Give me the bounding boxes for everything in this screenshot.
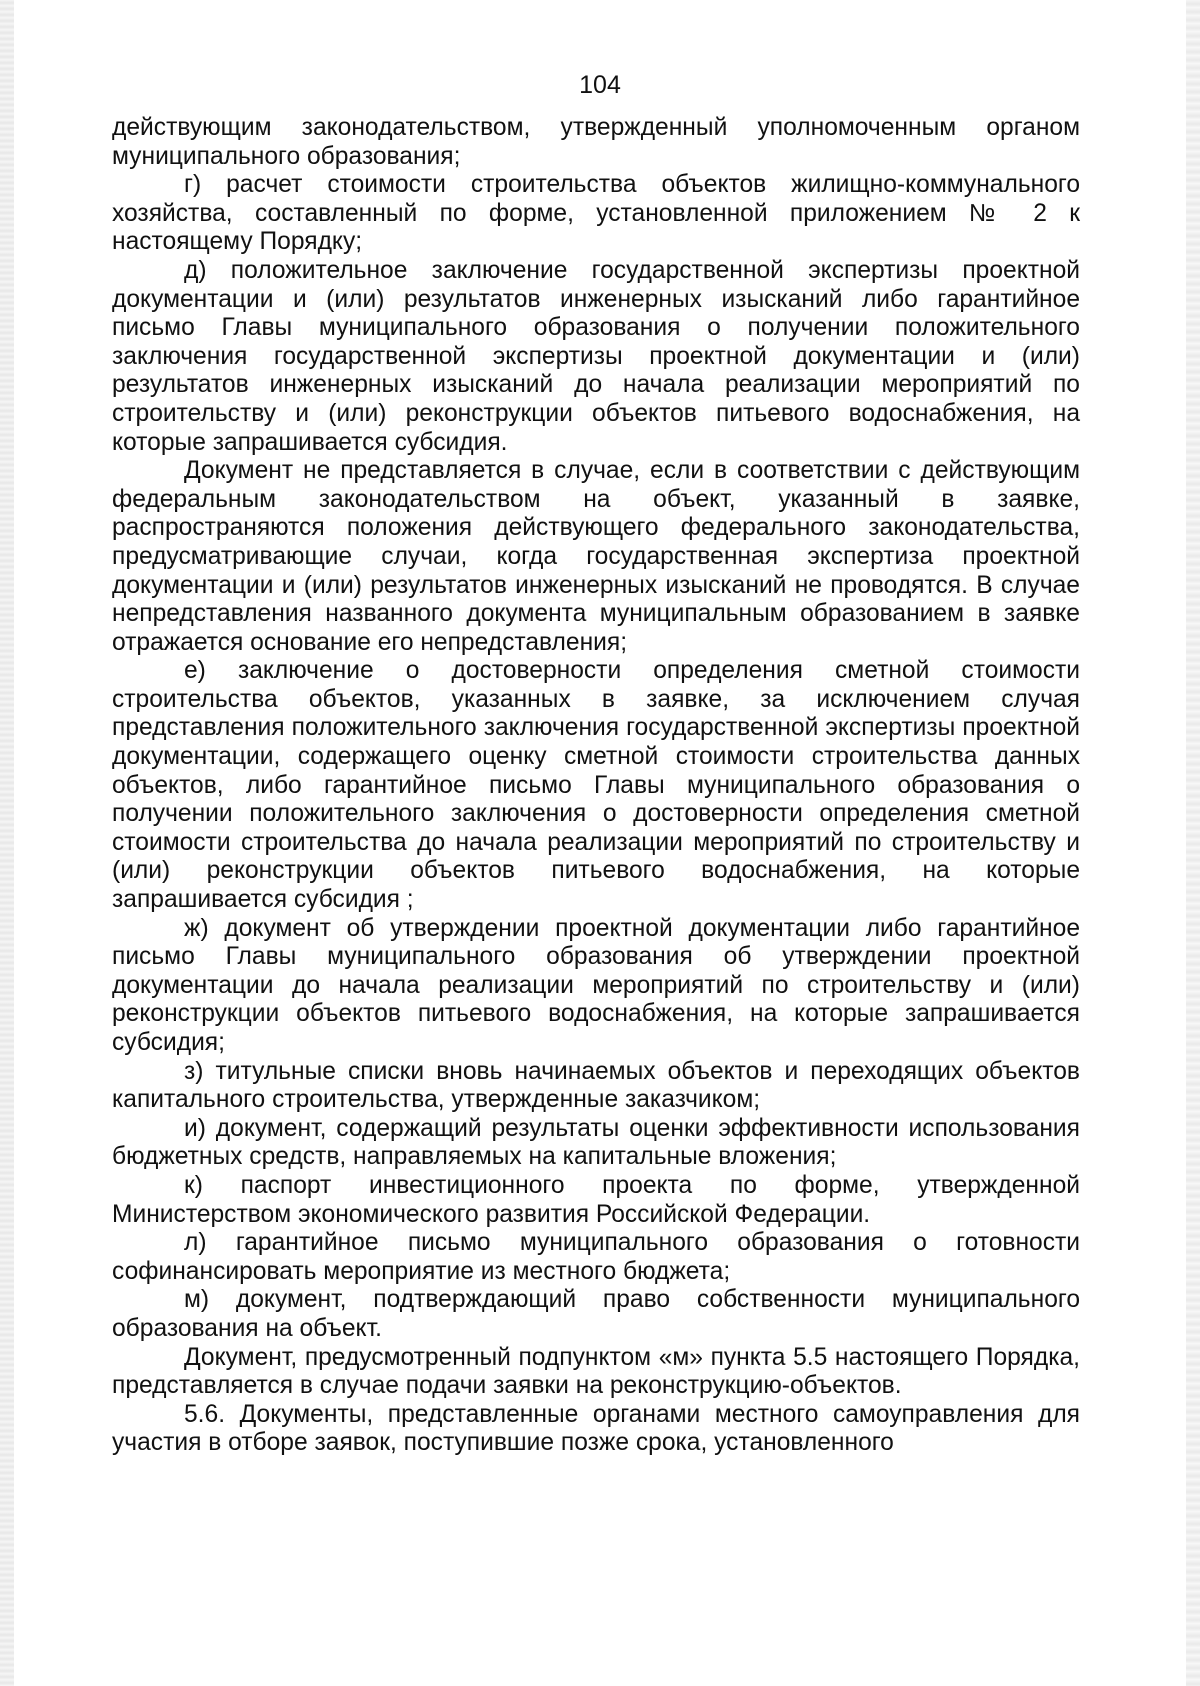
paragraph-item-d: д) положительное заключение государственной экспертизы проектной документации и (или) результатов инженерных изысканий либо гарантийное письмо Главы муниципального образования о получении положительного заключения государственной экспертизы проектной документации и (или) результатов инженерных изысканий до начала реализации мероприятий по строительству и (или) реконструкции объектов питьевого водоснабжения, на которые запрашивается субсидия. — [112, 256, 1080, 456]
paragraph-item-l: л) гарантийное письмо муниципального образования о готовности софинансировать мероприятие из местного бюджета; — [112, 1229, 1080, 1285]
paragraph: действующим законодательством, утвержденный уполномоченным органом муниципального образования; — [112, 114, 1080, 170]
paragraph-item-g: г) расчет стоимости строительства объектов жилищно-коммунального хозяйства, составленный по форме, установленной приложением № 2 к настоящему Порядку; — [112, 171, 1080, 256]
paragraph-item-e: е) заключение о достоверности определения сметной стоимости строительства объектов, указанных в заявке, за исключением случая представления положительного заключения государственной экспертизы проектной документации, содержащего оценку сметной стоимости строительства данных объектов, либо гарантийное письмо Главы муниципального образования о получении положительного заключения о достоверности определения сметной стоимости строительства до начала реализации мероприятий по строительству и (или) реконструкции объектов питьевого водоснабжения, на которые запрашивается субсидия ; — [112, 657, 1080, 914]
paragraph-item-zh: ж) документ об утверждении проектной документации либо гарантийное письмо Главы муниципального образования об утверждении проектной документации до начала реализации мероприятий по строительству и (или) реконструкции объектов питьевого водоснабжения, на которые запрашивается субсидия; — [112, 914, 1080, 1056]
scan-edge-right — [1186, 0, 1200, 1686]
paragraph-item-m: м) документ, подтверждающий право собственности муниципального образования на объект. — [112, 1286, 1080, 1342]
paragraph-note: Документ не представляется в случае, если в соответствии с действующим федеральным законодательством на объект, указанный в заявке, распространяются положения действующего федерального законодательства, предусматривающие случаи, когда государственная экспертиза проектной документации и (или) результатов инженерных изысканий не проводятся. В случае непредставления названного документа муниципальным образованием в заявке отражается основание его непредставления; — [112, 457, 1080, 656]
page-number: 104 — [579, 71, 621, 99]
paragraph-item-i: и) документ, содержащий результаты оценки эффективности использования бюджетных средств, направляемых на капитальные вложения; — [112, 1114, 1080, 1171]
paragraph-section-5-6: 5.6. Документы, представленные органами местного самоуправления для участия в отборе заявок, поступившие позже срока, установленного — [112, 1400, 1080, 1457]
paragraph-item-z: з) титульные списки вновь начинаемых объектов и переходящих объектов капитального строительства, утвержденные заказчиком; — [112, 1057, 1080, 1114]
paragraph-note-m: Документ, предусмотренный подпунктом «м» пункта 5.5 настоящего Порядка, представляется в случае подачи заявки на реконструкцию-объектов. — [112, 1343, 1080, 1400]
document-body — [112, 114, 1080, 1458]
paragraph-item-k: к) паспорт инвестиционного проекта по форме, утвержденной Министерством экономического развития Российской Федерации. — [112, 1171, 1080, 1228]
scan-edge-left — [0, 0, 14, 1686]
